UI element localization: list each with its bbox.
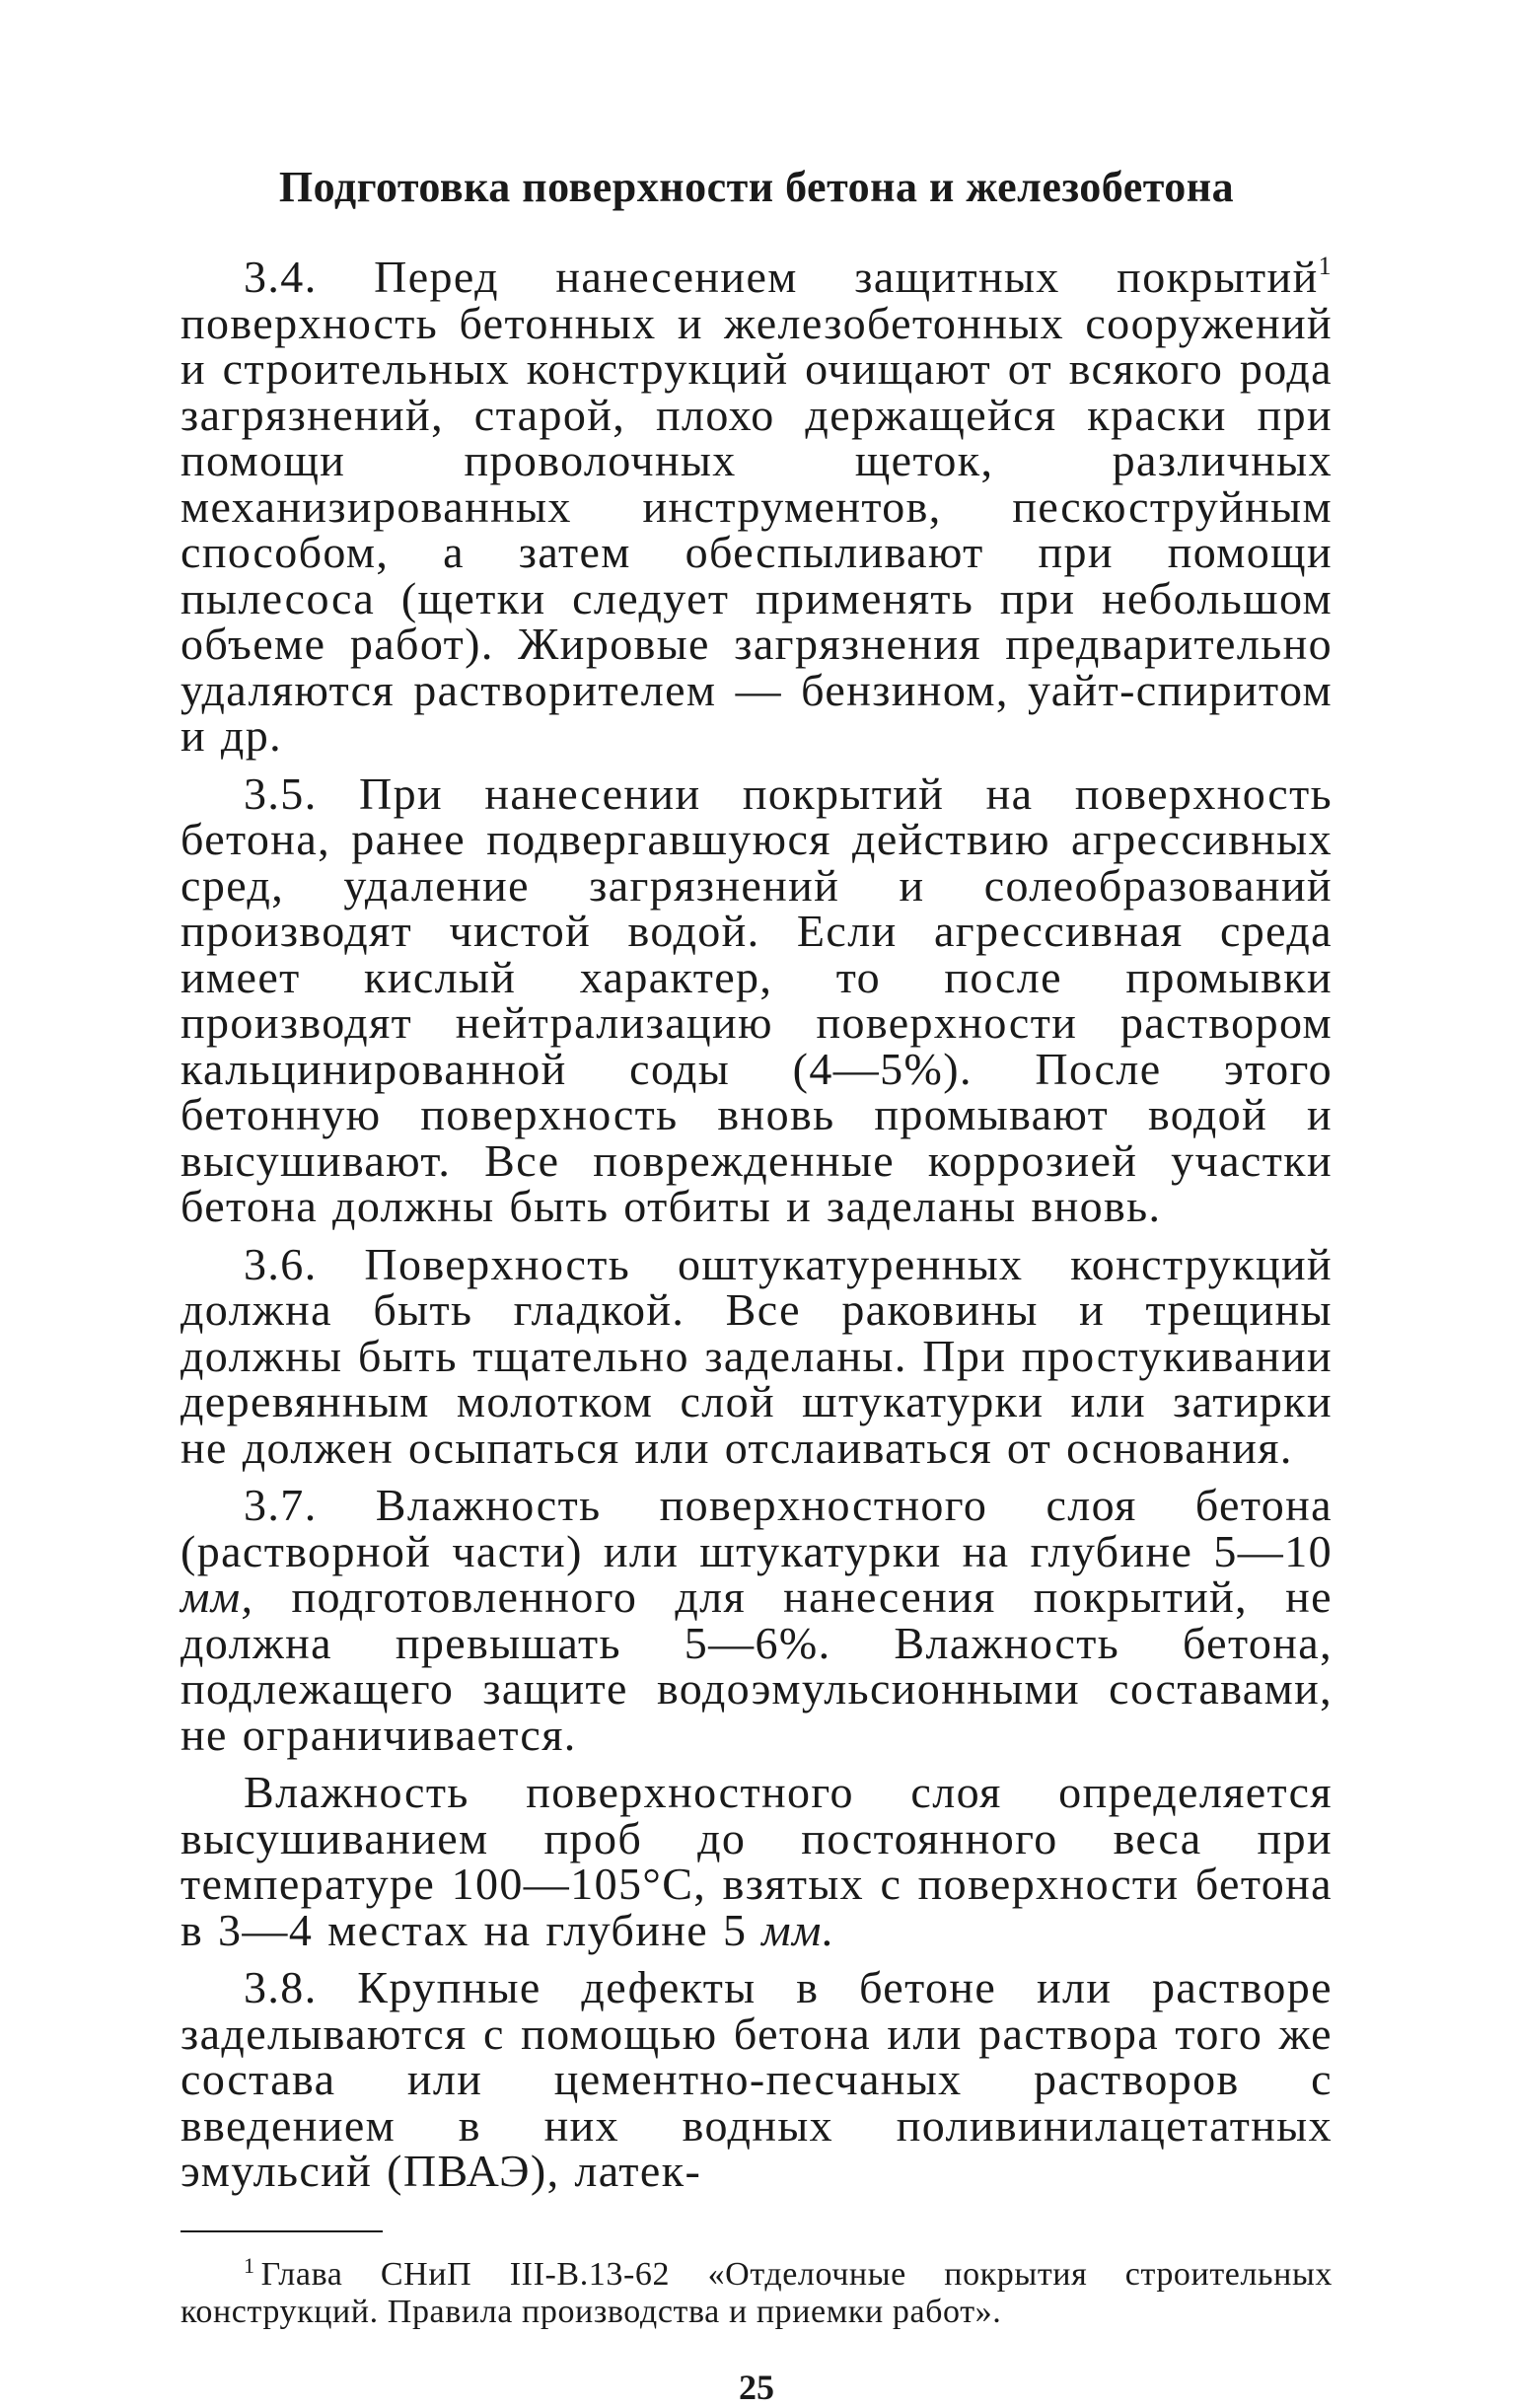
paragraph-text: поверхность бетонных и железобетонных сооружений и строительных конструкций очищают от всякого рода загрязнений, старой, плохо держащейся краски при помощи проволочных щеток, различных механизированных инструментов, пескоструйным способом, а затем обеспыливают при помощи пылесоса (щетки следует применять при небольшом объеме работ). Жировые загрязнения предварительно удаляются растворителем — бензином, уайт-спиритом и др.	[180, 297, 1333, 761]
paragraph-number: 3.7.	[244, 1480, 318, 1530]
paragraph-3-8	[180, 1962, 1333, 2196]
document-page	[180, 148, 1333, 2408]
paragraph-3-5	[180, 767, 1333, 1231]
paragraph-number: 3.6.	[244, 1238, 318, 1289]
paragraph-text: Перед нанесением защитных покрытий	[317, 252, 1319, 302]
footnote-divider	[180, 2230, 383, 2232]
footnote-text: Глава СНиП III-В.13-62 «Отделочные покрытия строительных конструкций. Правила производства и приемки работ».	[180, 2255, 1333, 2330]
paragraph-text: Влажность поверхностного слоя бетона (растворной части) или штукатурки на глубине 5—10	[180, 1480, 1333, 1576]
paragraph-3-6	[180, 1238, 1333, 1473]
page-number: 25	[739, 2367, 774, 2407]
paragraph-number: 3.5.	[244, 767, 318, 819]
footnote	[180, 2252, 1333, 2331]
paragraph-text: Влажность поверхностного слоя определяется высушиванием проб до постоянного веса при температуре 100—105°С, взятых с поверхности бетона в 3—4 местах на глубине 5	[180, 1767, 1333, 1955]
unit-label: мм.	[761, 1904, 835, 1955]
section-heading: Подготовка поверхности бетона и железобетона	[278, 163, 1235, 211]
footnote-marker: 1	[244, 2252, 255, 2278]
footnote-reference[interactable]: 1	[1318, 252, 1333, 280]
paragraph-text: При нанесении покрытий на поверхность бетона, ранее подвергавшуюся действию агрессивных сред, удаление загрязнений и солеобразований производят чистой водой. Если агрессивная среда имеет кислый характер, то после промывки производят нейтрализацию поверхности раствором кальцинированной соды (4—5%). После этого бетонную поверхность вновь промывают водой и высушивают. Все поврежденные коррозией участки бетона должны быть отбиты и заделаны вновь.	[180, 767, 1333, 1231]
paragraph-text: Поверхность оштукатуренных конструкций должна быть гладкой. Все раковины и трещины должны быть тщательно заделаны. При простукивании деревянным молотком слой штукатурки или затирки не должен осыпаться или отслаиваться от основания.	[180, 1238, 1333, 1473]
paragraph-moisture-method	[180, 1767, 1333, 1955]
paragraph-text: Крупные дефекты в бетоне или растворе заделываются с помощью бетона или раствора того же состава или цементно-песчаных растворов с введением в них водных поливинилацетатных эмульсий (ПВАЭ), латек-	[180, 1962, 1333, 2196]
paragraph-number: 3.4.	[244, 252, 318, 302]
paragraph-text: подготовленного для нанесения покрытий, не должна превышать 5—6%. Влажность бетона, подлежащего защите водоэмульсионными составами, не ограничивается.	[180, 1571, 1333, 1760]
paragraph-3-4	[180, 252, 1333, 761]
paragraph-3-7	[180, 1480, 1333, 1760]
paragraph-number: 3.8.	[244, 1962, 318, 2012]
unit-label: мм,	[180, 1571, 254, 1622]
